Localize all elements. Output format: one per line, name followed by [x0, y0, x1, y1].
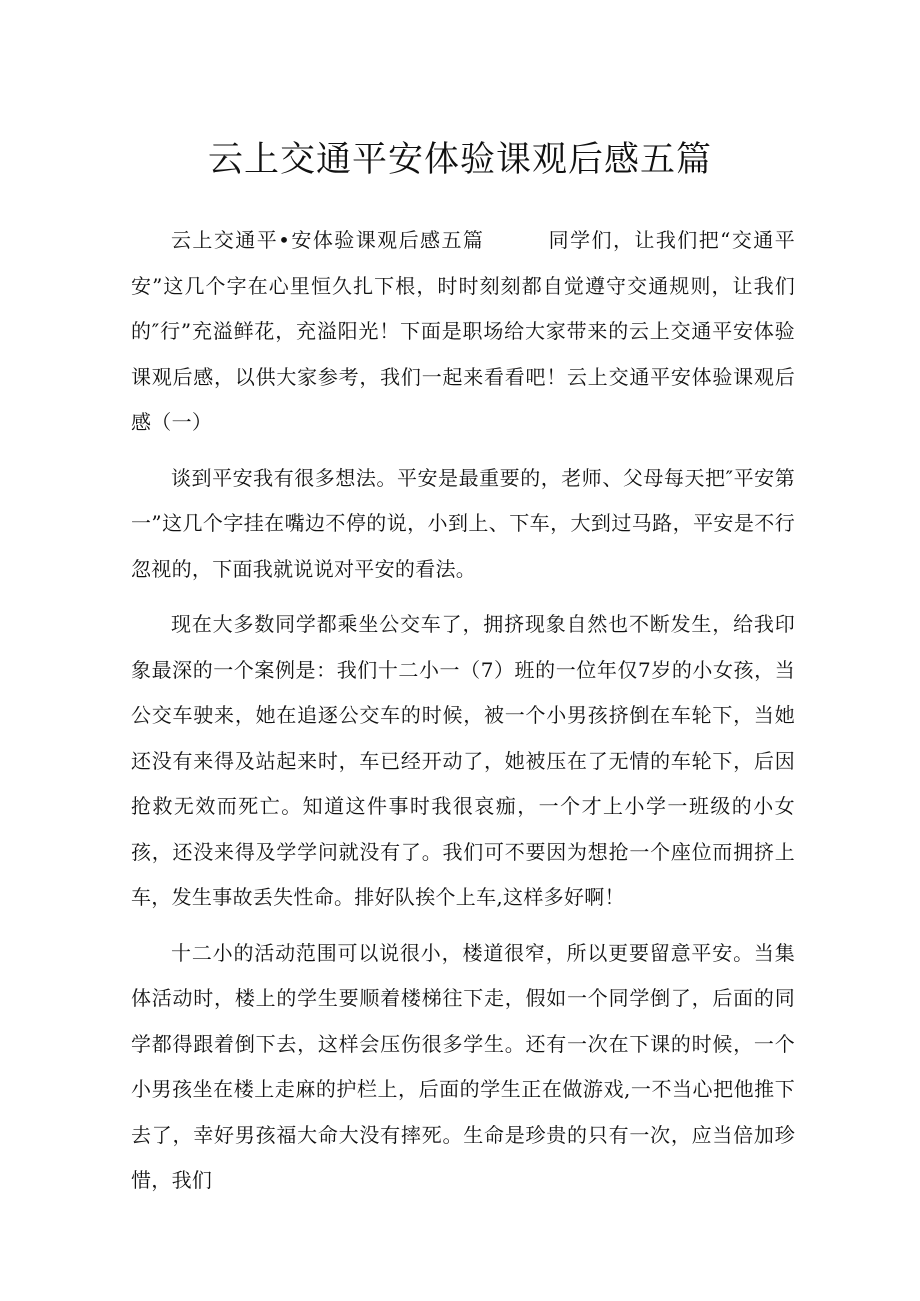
- paragraph-safety-thoughts: 谈到平安我有很多想法。平安是最重要的，老师、父母每天把″平安第一”这几个字挂在嘴边不停的说，小到上、下车，大到过马路，平安是不行忽视的，下面我就说说对平安的看法。: [131, 465, 795, 581]
- paragraph-school-stairs: 十二小的活动范围可以说很小，楼道很窄，所以更要留意平安。当集体活动时，楼上的学生要顺着楼梯往下走，假如一个同学倒了，后面的同学都得跟着倒下去，这样会压伤很多学生。还有一次在下课的时候，一个小男孩坐在楼上走麻的护栏上，后面的学生正在做游戏,一不当心把他推下去了，幸好男孩福大命大没有摔死。生命是珍贵的只有一次，应当倍加珍惜，我们: [131, 940, 795, 1192]
- paragraph-intro: 云上交通平•安体验课观后感五篇 同学们，让我们把“交通平安”这几个字在心里恒久扎下根，时时刻刻都自觉遵守交通规则，让我们的″行”充溢鲜花，充溢阳光！下面是职场给大家带来的云上交通平安体验课观后感，以供大家参考，我们一起来看看吧！云上交通平安体验课观后感（一）: [131, 228, 795, 434]
- document-title: 云上交通平安体验课观后感五篇: [207, 140, 712, 180]
- paragraph-bus-incident: 现在大多数同学都乘坐公交车了，拥挤现象自然也不断发生，给我印象最深的一个案例是：我们十二小一（7）班的一位年仅7岁的小女孩，当公交车驶来，她在追逐公交车的时候，被一个小男孩挤倒在车轮下，当她还没有来得及站起来时，车已经开动了，她被压在了无情的车轮下，后因抢救无效而死亡。知道这件事时我很哀痂，一个才上小学一班级的小女孩，还没来得及学学问就没有了。我们可不要因为想抢一个座位而拥挤上车，发生事故丢失性命。排好队挨个上车,这样多好啊！: [131, 612, 795, 909]
- document-body: [131, 218, 795, 1204]
